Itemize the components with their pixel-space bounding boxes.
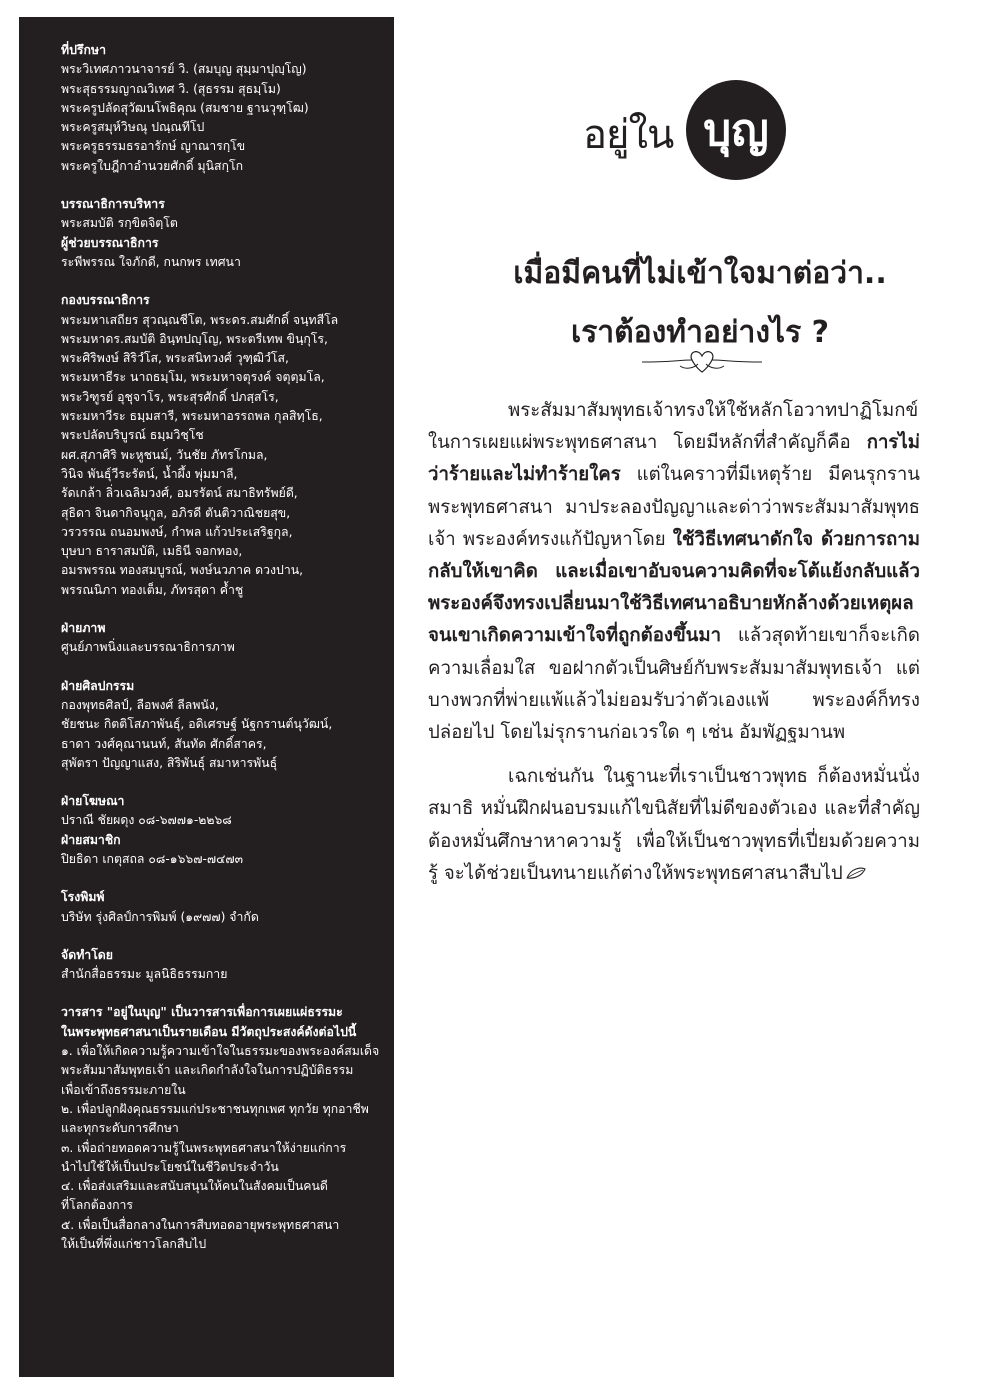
logo-script-text: อยู่ใน — [583, 112, 674, 158]
printer-heading: โรงพิมพ์ — [61, 890, 105, 905]
art-line: ชัยชนะ กิตติโสภาพันธุ์, อดิเศรษฐ์ นัฐกรานต์นุวัฒน์, — [61, 717, 333, 732]
editorial-line: พระมหาเสถียร สุวณฺณชีโต, พระดร.สมศักดิ์ จนฺทสีโล — [61, 312, 339, 327]
logo-circle — [686, 80, 786, 180]
art-heading: ฝ่ายศิลปกรรม — [61, 678, 135, 693]
objective-line: ๑. เพื่อให้เกิดความรู้ความเข้าใจในธรรมะของพระองค์สมเด็จ — [61, 1044, 380, 1059]
advisors-heading: ที่ปรึกษา — [61, 43, 106, 57]
exec-editor-heading: บรรณาธิการบริหาร — [61, 197, 165, 212]
p1-text-a: พระสัมมาสัมพุทธเจ้าทรงให้ใช้หลักโอวาทปาฏิโมกข์ ในการเผยแผ่พระพุทธศาสนา โดยมีหลักที่สำคัญก็คือ — [428, 400, 919, 454]
asst-editor-section — [61, 234, 384, 273]
objective-line: พระสัมมาสัมพุทธเจ้า และเกิดกำลังใจในการปฏิบัติธรรม — [61, 1063, 354, 1078]
producer-line: สำนักสื่อธรรมะ มูลนิธิธรรมกาย — [61, 967, 228, 982]
leaf-end-icon — [845, 866, 867, 880]
editorial-line: ผศ.สุภาศิริ พะหูชนม์, วันชัย ภัทรโกมล, — [61, 447, 268, 462]
journal-description — [61, 1003, 384, 1254]
p1-text-c: แต่ในคราวที่มีเหตุร้าย มีคนรุกรานพระพุทธศาสนา มาประลองปัญญาและด่าว่าพระสัมมาสัมพุทธเจ้า พระองค์ทรงแก้ปัญหาโดย — [428, 464, 920, 550]
producer-section — [61, 946, 384, 985]
ads-line: ปราณี ชัยผดุง ๐๘-๖๗๗๑-๒๒๖๘ — [61, 813, 232, 828]
article-title — [430, 244, 970, 362]
exec-editor-section — [61, 195, 384, 234]
members-heading: ฝ่ายสมาชิก — [61, 832, 121, 847]
photo-line: ศูนย์ภาพนิ่งและบรรณาธิการภาพ — [61, 640, 235, 655]
editorial-line: พระมหาวีระ ธมฺมสารี, พระมหาอรรถพล กุลสิทฺโธ, — [61, 409, 323, 424]
description-heading: วารสาร "อยู่ในบุญ" เป็นวารสารเพื่อการเผยแผ่ธรรมะ — [61, 1005, 343, 1020]
editorial-line: พรรณนิภา ทองเต็ม, ภัทรสุดา ค้ำชู — [61, 582, 244, 597]
photo-section — [61, 619, 384, 658]
editorial-line: สุธิดา จินดากิจนุกูล, อภิรดี ตันติวาณิชยสุข, — [61, 505, 291, 520]
printer-line: บริษัท รุ่งศิลป์การพิมพ์ (๑๙๗๗) จำกัด — [61, 909, 259, 924]
art-line: กองพุทธศิลป์, ลือพงศ์ ลีลพนัง, — [61, 697, 219, 712]
editorial-line: พระปลัดบริบูรณ์ ธมฺมวิชฺโช — [61, 428, 204, 443]
editorial-line: วินิจ พันธุ์วีระรัตน์, น้ำผึ้ง พุ่มมาลี, — [61, 466, 238, 481]
editorial-line: บุษบา ธาราสมบัติ, เมธินี จอกทอง, — [61, 544, 243, 559]
editorial-line: พระมหาดร.สมบัติ อินฺทปญฺโญ, พระตรีเทพ ขินฺกุโร, — [61, 331, 328, 346]
ads-heading: ฝ่ายโฆษณา — [61, 794, 125, 809]
art-section — [61, 677, 384, 773]
ornament-divider-icon — [640, 346, 764, 376]
objective-line: ๔. เพื่อส่งเสริมและสนับสนุนให้คนในสังคมเป็นคนดี — [61, 1179, 328, 1194]
advisor-name: พระครูธรรมธรอารักษ์ ญาณารกฺโข — [61, 139, 246, 154]
photo-heading: ฝ่ายภาพ — [61, 621, 106, 636]
p2-text: เฉกเช่นกัน ในฐานะที่เราเป็นชาวพุทธ ก็ต้องหมั่นนั่งสมาธิ หมั่นฝึกฝนอบรมแก้ไขนิสัยที่ไม่ดีของตัวเอง และที่สำคัญต้องหมั่นศึกษาหาความรู้ เพื่อให้เป็นชาวพุทธที่เปี่ยมด้วยความรู้ จะได้ช่วยเป็นทนายแก้ต่างให้พระพุทธศาสนาสืบไป — [428, 766, 920, 884]
editorial-line: พระมหาธีระ นาถธมฺโม, พระมหาจตุรงค์ จตุตฺมโล, — [61, 370, 325, 385]
objective-line: และทุกระดับการศึกษา — [61, 1121, 179, 1136]
title-line-2: เราต้องทำอย่างไร ? — [570, 315, 830, 350]
article-body — [428, 395, 920, 902]
asst-editor-name: ระพีพรรณ ใจภักดี, กนกพร เทศนา — [61, 254, 241, 269]
credits-sidebar — [19, 17, 394, 1377]
objective-line: ๕. เพื่อเป็นสื่อกลางในการสืบทอดอายุพระพุทธศาสนา — [61, 1217, 340, 1232]
p1-text-e: แล้วสุดท้ายเขาก็จะเกิดความเลื่อมใส ขอฝากตัวเป็นศิษย์กับพระสัมมาสัมพุทธเจ้า แต่บางพวกที่พ่ายแพ้แล้วไม่ยอมรับว่าตัวเองแพ้ พระองค์ก็ทรงปล่อยไป โดยไม่รุกรานก่อเวรใด ๆ เช่น อัมพัฏฐมานพ — [428, 625, 920, 744]
editorial-line: วรวรรณ ถนอมพงษ์, กำพล แก้วประเสริฐกุล, — [61, 524, 293, 539]
editorial-line: พระวิฑูรย์ อุชุจาโร, พระสุรศักดิ์ ปภสฺสโร, — [61, 389, 279, 404]
logo-circle-text: บุญ — [703, 105, 769, 156]
members-section — [61, 831, 384, 870]
printer-section — [61, 888, 384, 927]
objective-line: ให้เป็นที่พึ่งแก่ชาวโลกสืบไป — [61, 1237, 207, 1252]
p1-bold-d: ใช้วิธีเทศนาดักใจ ด้วยการถามกลับให้เขาคิด และเมื่อเขาอับจนความคิดที่จะโต้แย้งกลับแล้ว พระองค์จึงทรงเปลี่ยนมาใช้วิธีเทศนาอธิบายหักล้างด้วยเหตุผล จนเขาเกิดความเข้าใจที่ถูกต้องขึ้นมา — [428, 528, 921, 647]
members-line: ปิยธิดา เกตุสถล ๐๘-๑๖๖๗-๗๔๗๓ — [61, 851, 244, 866]
exec-editor-name: พระสมบัติ รกฺขิตจิตฺโต — [61, 216, 178, 231]
objective-line: ที่โลกต้องการ — [61, 1198, 134, 1213]
advisor-name: พระวิเทศภาวนาจารย์ วิ. (สมบุญ สุมฺมาปุญฺโญ) — [61, 62, 307, 77]
title-line-1: เมื่อมีคนที่ไม่เข้าใจมาต่อว่า.. — [513, 256, 887, 291]
p1-bold-b: การไม่ว่าร้ายและไม่ทำร้ายใคร — [428, 432, 920, 486]
advisor-name: พระสุธรรมญาณวิเทศ วิ. (สุธรรม สุธมฺโม) — [61, 81, 281, 96]
advisor-name: พระครูใบฎีกาอำนวยศักดิ์ มุนิสกฺโก — [61, 158, 244, 173]
editorial-section — [61, 291, 384, 600]
advisors-section — [61, 41, 384, 176]
paragraph-1 — [428, 395, 920, 749]
editorial-line: อมรพรรณ ทองสมบูรณ์, พงษ์นวภาค ดวงปาน, — [61, 563, 304, 578]
objective-line: เพื่อเข้าถึงธรรมะภายใน — [61, 1082, 186, 1097]
editorial-heading: กองบรรณาธิการ — [61, 293, 150, 308]
ads-section — [61, 792, 384, 831]
advisor-name: พระครูปลัดสุวัฒนโพธิคุณ (สมชาย ฐานวุฑฺโฒ) — [61, 100, 309, 115]
objective-line: นำไปใช้ให้เป็นประโยชน์ในชีวิตประจำวัน — [61, 1159, 279, 1174]
paragraph-2 — [428, 761, 920, 890]
description-heading: ในพระพุทธศาสนาเป็นรายเดือน มีวัตถุประสงค์ดังต่อไปนี้ — [61, 1024, 357, 1039]
journal-logo — [583, 80, 793, 180]
editorial-line: รัดเกล้า ลิ่วเฉลิมวงศ์, อมรรัตน์ สมาธิทรัพย์ดี, — [61, 486, 298, 501]
art-line: สุพัตรา ปัญญาแสง, สิริพันธุ์ สมาหารพันธุ์ — [61, 755, 278, 770]
producer-heading: จัดทำโดย — [61, 947, 113, 962]
advisor-name: พระครูสมุห์วิษณุ ปณฺณทีโป — [61, 120, 205, 135]
objective-line: ๓. เพื่อถ่ายทอดความรู้ในพระพุทธศาสนาให้ง่ายแก่การ — [61, 1140, 347, 1155]
objective-line: ๒. เพื่อปลูกฝังคุณธรรมแก่ประชาชนทุกเพศ ทุกวัย ทุกอาชีพ — [61, 1101, 369, 1116]
art-line: ธาดา วงศ์คุณานนท์, สันทัด ศักดิ์สาคร, — [61, 736, 267, 751]
editorial-line: พระศิริพงษ์ สิริวํโส, พระสนิทวงศ์ วุฑฺฒิวํโส, — [61, 351, 289, 366]
asst-editor-heading: ผู้ช่วยบรรณาธิการ — [61, 235, 159, 250]
